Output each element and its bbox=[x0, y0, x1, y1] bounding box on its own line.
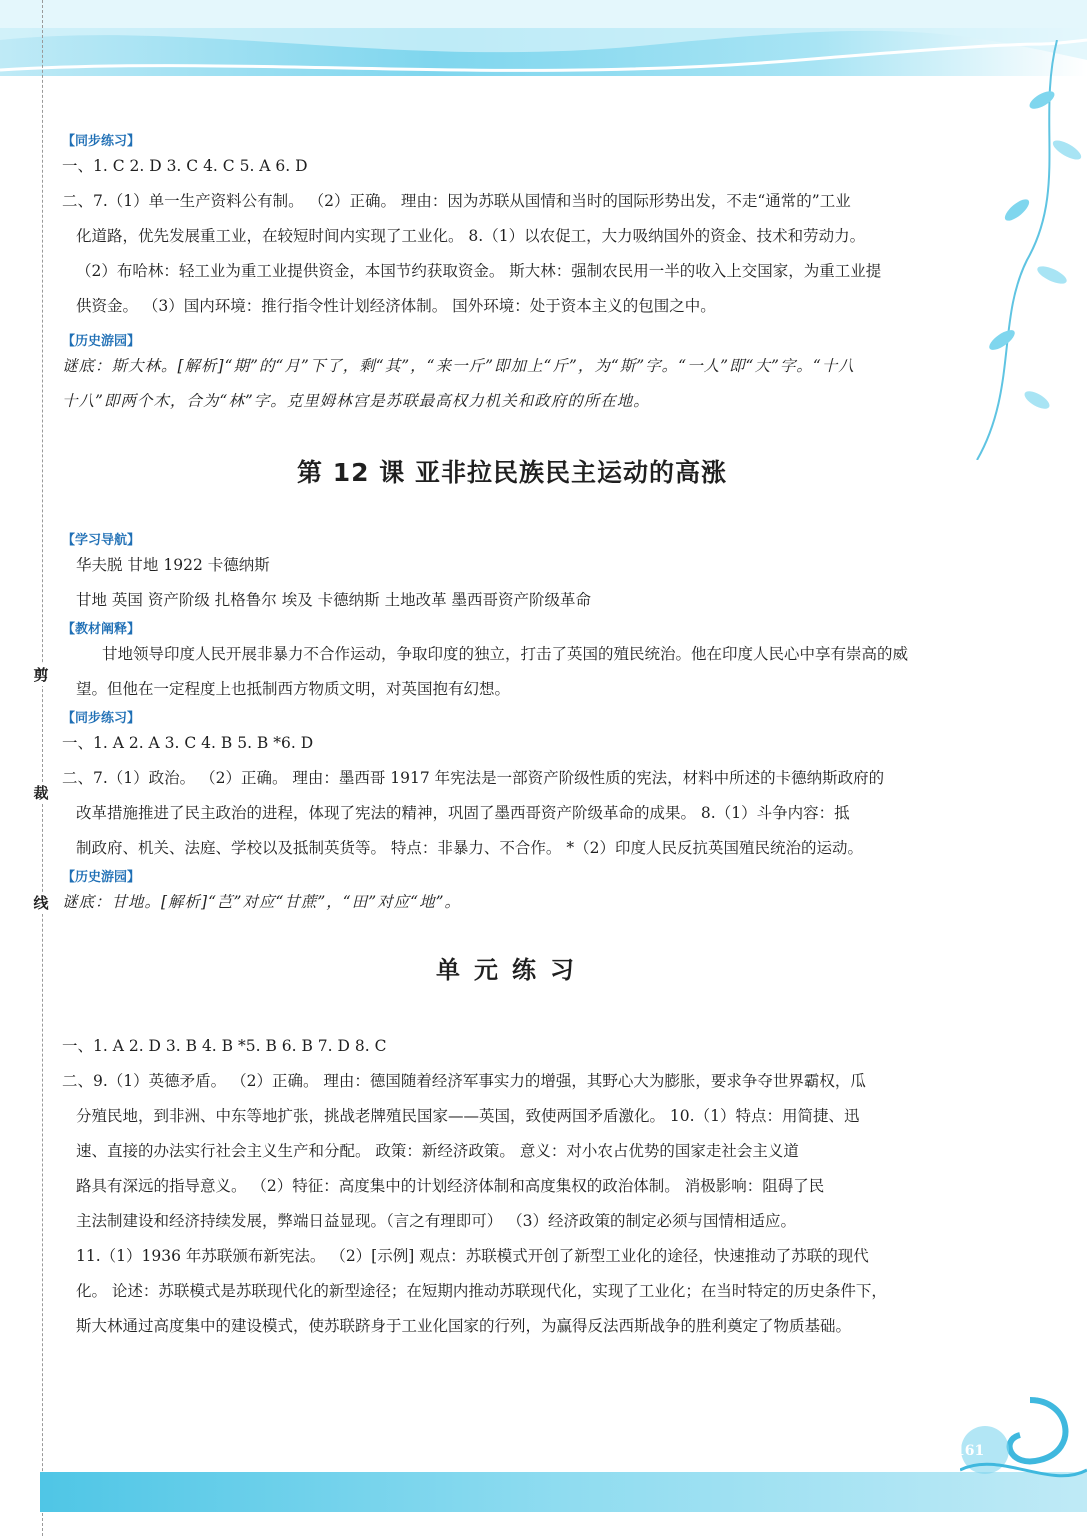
lesson-title: 第 12 课 亚非拉民族民主运动的高涨 bbox=[297, 458, 727, 487]
answer-line: 分殖民地，到非洲、中东等地扩张，挑战老牌殖民国家——英国，致使两国矛盾激化。 10.（1）特点：用简捷、迅 bbox=[76, 1107, 860, 1125]
section-tag-practice: 【同步练习】 bbox=[62, 134, 141, 149]
answer-line: 速、直接的办法实行社会主义生产和分配。 政策：新经济政策。 意义：对小农占优势的国家走社会主义道 bbox=[76, 1142, 799, 1160]
answer-line: 主法制建设和经济持续发展，弊端日益显现。（言之有理即可） （3）经济政策的制定必须与国情相适应。 bbox=[76, 1212, 797, 1230]
cut-label-1: 剪 bbox=[30, 664, 52, 686]
section-tag-practice: 【同步练习】 bbox=[62, 711, 141, 726]
answer-line: （2）布哈林：轻工业为重工业提供资金，本国节约获取资金。 斯大林：强制农民用一半的收入上交国家，为重工业提 bbox=[76, 262, 882, 280]
riddle-line: 谜底：斯大林。[解析]“期”的“月”下了，剩“其”，“来一斤”即加上“斤”，为“斯”字。“一人”即“大”字。“十八 bbox=[62, 357, 855, 375]
cut-line bbox=[42, 0, 44, 1536]
page-content bbox=[62, 130, 962, 1344]
answer-line: 斯大林通过高度集中的建设模式，使苏联跻身于工业化国家的行列，为赢得反法西斯战争的胜利奠定了物质基础。 bbox=[76, 1317, 852, 1335]
answer-line: 化道路，优先发展重工业，在较短时间内实现了工业化。 8.（1）以农促工，大力吸纳国外的资金、技术和劳动力。 bbox=[76, 227, 866, 245]
page-number: 161 bbox=[955, 1443, 985, 1459]
answer-line: 供资金。 （3）国内环境：推行指令性计划经济体制。 国外环境：处于资本主义的包围之中。 bbox=[76, 297, 716, 315]
vine-decoration bbox=[947, 40, 1087, 460]
text-line: 甘地领导印度人民开展非暴力不合作运动，争取印度的独立，打击了英国的殖民统治。他在印度人民心中享有崇高的威 bbox=[102, 645, 909, 663]
answer-line: 一、1. A 2. D 3. B 4. B *5. B 6. B 7. D 8. C bbox=[62, 1037, 387, 1055]
footer-band bbox=[40, 1472, 1087, 1512]
text-line: 望。但他在一定程度上也抵制西方物质文明，对英国抱有幻想。 bbox=[76, 680, 511, 698]
riddle-line: 十八”即两个木，合为“林”字。克里姆林宫是苏联最高权力机关和政府的所在地。 bbox=[62, 392, 650, 410]
answer-line: 路具有深远的指导意义。 （2）特征：高度集中的计划经济体制和高度集权的政治体制。 消极影响：阻碍了民 bbox=[76, 1177, 825, 1195]
section-tag-history: 【历史游园】 bbox=[62, 870, 141, 885]
guide-line: 华夫脱 甘地 1922 卡德纳斯 bbox=[76, 556, 270, 574]
section-tag-textbook: 【教材阐释】 bbox=[62, 622, 141, 637]
answer-line: 二、7.（1）单一生产资料公有制。 （2）正确。 理由：因为苏联从国情和当时的国际形势出发，不走“通常的”工业 bbox=[62, 192, 851, 210]
answer-line: 化。 论述：苏联模式是苏联现代化的新型途径；在短期内推动苏联现代化，实现了工业化；在当时特定的历史条件下， bbox=[76, 1282, 887, 1300]
guide-line: 甘地 英国 资产阶级 扎格鲁尔 埃及 卡德纳斯 土地改革 墨西哥资产阶级革命 bbox=[76, 591, 591, 609]
section-tag-guide: 【学习导航】 bbox=[62, 533, 141, 548]
unit-title: 单元练习 bbox=[436, 956, 588, 984]
answer-line: 一、1. A 2. A 3. C 4. B 5. B *6. D bbox=[62, 734, 314, 752]
cut-label-3: 线 bbox=[30, 892, 52, 914]
answer-line: 11.（1）1936 年苏联颁布新宪法。 （2）[示例] 观点：苏联模式开创了新型工业化的途径，快速推动了苏联的现代 bbox=[76, 1247, 869, 1265]
answer-line: 二、9.（1）英德矛盾。 （2）正确。 理由：德国随着经济军事实力的增强，其野心大为膨胀，要求争夺世界霸权，瓜 bbox=[62, 1072, 866, 1090]
section-tag-history: 【历史游园】 bbox=[62, 334, 141, 349]
cut-label-2: 裁 bbox=[30, 782, 52, 804]
answer-line: 二、7.（1）政治。 （2）正确。 理由：墨西哥 1917 年宪法是一部资产阶级性质的宪法，材料中所述的卡德纳斯政府的 bbox=[62, 769, 885, 787]
answer-line: 制政府、机关、法庭、学校以及抵制英货等。 特点：非暴力、不合作。 *（2）印度人民反抗英国殖民统治的运动。 bbox=[76, 839, 863, 857]
riddle-line: 谜底：甘地。[解析]“芑”对应“甘蔗”，“田”对应“地”。 bbox=[62, 893, 461, 911]
answer-line: 改革措施推进了民主政治的进程，体现了宪法的精神，巩固了墨西哥资产阶级革命的成果。 8.（1）斗争内容：抵 bbox=[76, 804, 850, 822]
answer-line: 一、1. C 2. D 3. C 4. C 5. A 6. D bbox=[62, 157, 308, 175]
header-wave-decoration bbox=[0, 0, 1087, 90]
